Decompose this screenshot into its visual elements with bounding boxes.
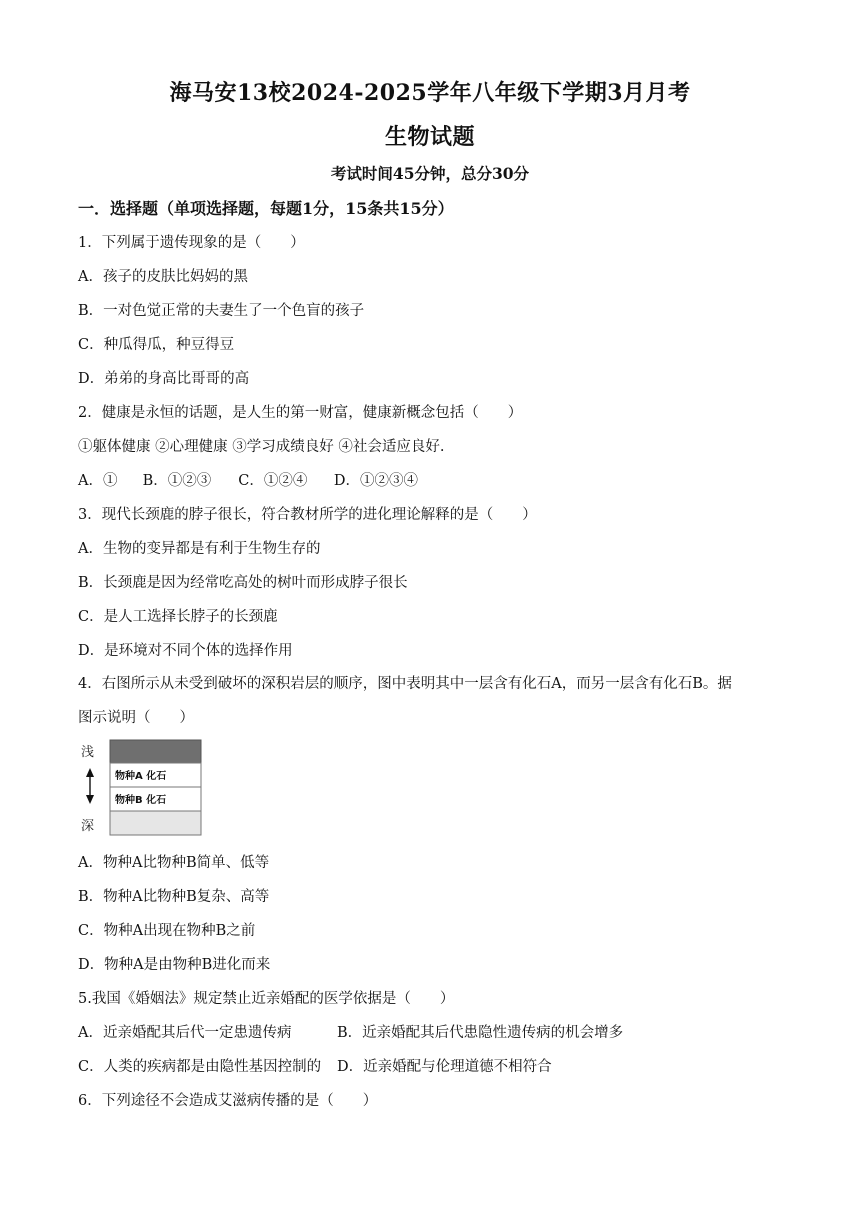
question-3-stem: 3．现代长颈鹿的脖子很长，符合教材所学的进化理论解释的是（ ） — [78, 507, 537, 523]
question-5-option-b: B．近亲婚配其后代患隐性遗传病的机会增多 — [337, 1025, 624, 1041]
question-5-option-c: C．人类的疾病都是由隐性基因控制的 — [78, 1059, 322, 1075]
deep-label: 深 — [81, 819, 95, 834]
question-4-option-a: A．物种A比物种B简单、低等 — [78, 855, 270, 871]
question-1-option-a: A．孩子的皮肤比妈妈的黑 — [78, 269, 248, 285]
question-5-option-d: D．近亲婚配与伦理道德不相符合 — [337, 1059, 552, 1075]
question-1-option-c: C．种瓜得瓜，种豆得豆 — [78, 337, 235, 353]
question-4-option-c: C．物种A出现在物种B之前 — [78, 923, 256, 939]
section-heading: 一．选择题（单项选择题，每题1分，15条共15分） — [78, 199, 454, 218]
question-4-stem-line1: 4．右图所示从未受到破坏的深积岩层的顺序，图中表明其中一层含有化石A，而另一层含有化石B。据 — [78, 676, 732, 692]
depth-arrow-down — [86, 795, 94, 804]
question-2-option-a: A．① — [78, 473, 118, 489]
rock-strata-diagram — [78, 734, 206, 838]
question-2-items: ①躯体健康 ②心理健康 ③学习成绩良好 ④社会适应良好. — [78, 439, 445, 455]
depth-arrow-up — [86, 768, 94, 777]
fossil-b-label: 物种B 化石 — [115, 795, 167, 806]
question-5-options-row2 — [78, 1055, 778, 1076]
question-2-option-c: C．①②④ — [238, 473, 308, 489]
question-1-option-d: D．弟弟的身高比哥哥的高 — [78, 371, 250, 387]
exam-title: 海马安13校2024-2025学年八年级下学期3月月考 — [169, 80, 691, 106]
question-3-option-b: B．长颈鹿是因为经常吃高处的树叶而形成脖子很长 — [78, 575, 408, 591]
exam-info: 考试时间45分钟，总分30分 — [330, 164, 530, 183]
question-3-option-c: C．是人工选择长脖子的长颈鹿 — [78, 609, 278, 625]
question-2-stem: 2．健康是永恒的话题，是人生的第一财富，健康新概念包括（ ） — [78, 405, 523, 421]
top-rock-layer — [110, 740, 201, 763]
exam-subject-title: 生物试题 — [384, 124, 475, 150]
shallow-label: 浅 — [81, 745, 95, 760]
fossil-a-label: 物种A 化石 — [115, 771, 167, 782]
question-2-option-d: D．①②③④ — [333, 473, 418, 489]
question-2-options — [78, 469, 418, 490]
bottom-rock-layer — [110, 811, 201, 835]
question-3-option-d: D．是环境对不同个体的选择作用 — [78, 643, 293, 659]
question-5-option-a: A．近亲婚配其后代一定患遗传病 — [78, 1025, 292, 1041]
question-4-option-b: B．物种A比物种B复杂、高等 — [78, 889, 270, 905]
question-3-option-a: A．生物的变异都是有利于生物生存的 — [78, 541, 321, 557]
question-4-option-d: D．物种A是由物种B进化而来 — [78, 957, 271, 973]
question-4-stem-line2: 图示说明（ ） — [78, 710, 194, 726]
question-1-stem: 1．下列属于遗传现象的是（ ） — [78, 235, 305, 251]
question-5-stem: 5.我国《婚姻法》规定禁止近亲婚配的医学依据是（ ） — [78, 991, 455, 1007]
question-6-stem: 6．下列途径不会造成艾滋病传播的是（ ） — [78, 1093, 378, 1109]
rock-strata-figure — [78, 734, 206, 838]
question-1-option-b: B．一对色觉正常的夫妻生了一个色盲的孩子 — [78, 303, 365, 319]
question-2-option-b: B．①②③ — [142, 473, 212, 489]
question-5-options-row1 — [78, 1021, 778, 1042]
